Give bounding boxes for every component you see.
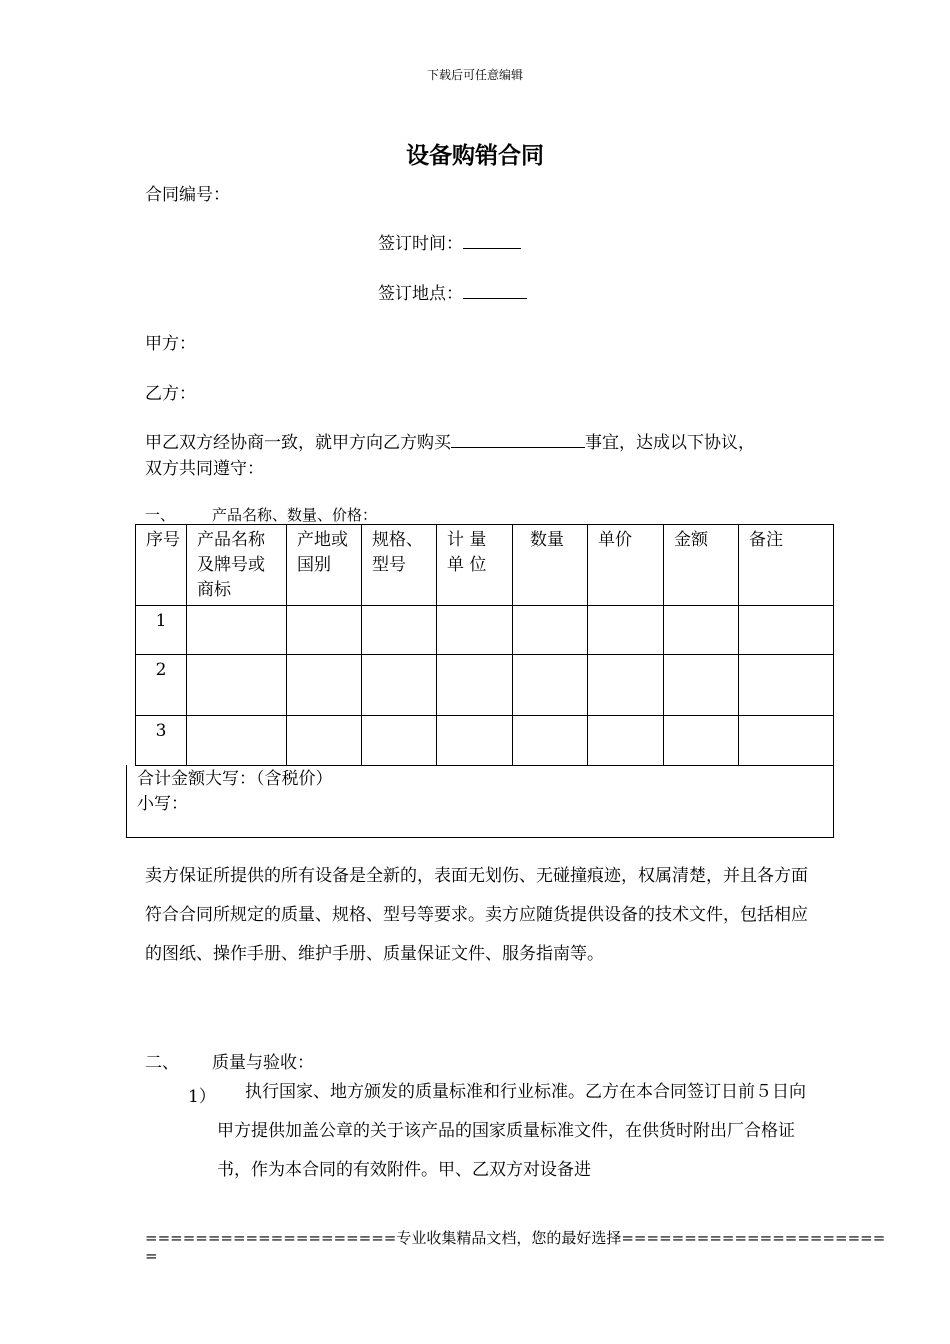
sign-place-label: 签订地点：	[378, 284, 463, 304]
table-cell	[437, 716, 513, 766]
sign-place-blank	[463, 283, 527, 299]
table-cell	[362, 716, 437, 766]
table-cell	[437, 655, 513, 716]
section1-title: 产品名称、数量、价格：	[212, 506, 378, 524]
intro-part2: 事宜，达成以下协议，	[585, 433, 755, 453]
table-cell	[664, 655, 739, 716]
header-cell: 序号	[136, 525, 187, 606]
row-index: 3	[136, 716, 187, 766]
footer-tail: =	[145, 1247, 158, 1265]
table-cell	[187, 655, 287, 716]
table-cell	[588, 716, 664, 766]
total-amount-box	[126, 765, 834, 838]
table-cell	[187, 716, 287, 766]
row-index: 2	[136, 655, 187, 716]
table-cell	[739, 716, 834, 766]
sign-place-row	[378, 279, 527, 304]
intro-part1: 甲乙双方经协商一致，就甲方向乙方购买	[145, 433, 451, 453]
table-cell	[287, 606, 362, 655]
header-cell: 产品名称及牌号或商标	[187, 525, 287, 606]
header-note: 下载后可任意编辑	[426, 68, 523, 82]
table-cell	[362, 606, 437, 655]
table-cell	[437, 606, 513, 655]
table-cell	[739, 606, 834, 655]
table-cell	[664, 606, 739, 655]
table-cell	[362, 655, 437, 716]
table-cell	[588, 655, 664, 716]
header-cell: 备注	[739, 525, 834, 606]
product-table	[135, 524, 834, 766]
product-blank	[451, 432, 585, 448]
sign-time-label: 签订时间：	[378, 234, 463, 254]
table-cell	[664, 716, 739, 766]
table-cell	[287, 716, 362, 766]
section2-number: 二、	[145, 1053, 179, 1073]
intro-line-1	[145, 428, 755, 453]
contract-number-label: 合同编号：	[145, 185, 230, 205]
warranty-paragraph: 卖方保证所提供的所有设备是全新的，表面无划伤、无碰撞痕迹，权属清楚，并且各方面符合合同所规定的质量、规格、型号等要求。卖方应随货提供设备的技术文件，包括相应的图纸、操作手册、维护手册、质量保证文件、服务指南等。	[145, 866, 808, 964]
header-cell: 产地或国别	[287, 525, 362, 606]
table-row	[136, 655, 834, 716]
document-title: 设备购销合同	[406, 142, 544, 169]
table-cell	[187, 606, 287, 655]
table-row	[136, 606, 834, 655]
intro-line-2: 双方共同遵守：	[145, 459, 264, 479]
section1-number: 一、	[145, 506, 176, 524]
total-upper-label: 合计金额大写：（含税价）	[137, 769, 333, 789]
party-a-label: 甲方：	[145, 334, 196, 354]
table-row	[136, 716, 834, 766]
table-cell	[513, 655, 588, 716]
section2-item-text: 执行国家、地方颁发的质量标准和行业标准。乙方在本合同签订日前５日向甲方提供加盖公章的关于该产品的国家质量标准文件，在供货时附出厂合格证书，作为本合同的有效附件。甲、乙双方对设备进	[217, 1082, 806, 1180]
sign-time-blank	[463, 233, 521, 249]
header-cell: 计 量 单 位	[437, 525, 513, 606]
sign-time-row	[378, 229, 521, 254]
table-cell	[739, 655, 834, 716]
total-lower-label: 小写：	[137, 794, 188, 814]
section2-title: 质量与验收：	[212, 1053, 314, 1073]
section2-item-number: 1）	[188, 1087, 216, 1107]
table-header-row	[136, 525, 834, 606]
footer-line: ====================专业收集精品文档，您的最好选择=====================	[145, 1229, 886, 1247]
header-cell: 金额	[664, 525, 739, 606]
table-cell	[588, 606, 664, 655]
party-b-label: 乙方：	[145, 384, 196, 404]
table-cell	[287, 655, 362, 716]
header-cell: 规格、型号	[362, 525, 437, 606]
table-cell	[513, 716, 588, 766]
header-cell: 单价	[588, 525, 664, 606]
table-cell	[513, 606, 588, 655]
row-index: 1	[136, 606, 187, 655]
header-cell: 数量	[513, 525, 588, 606]
